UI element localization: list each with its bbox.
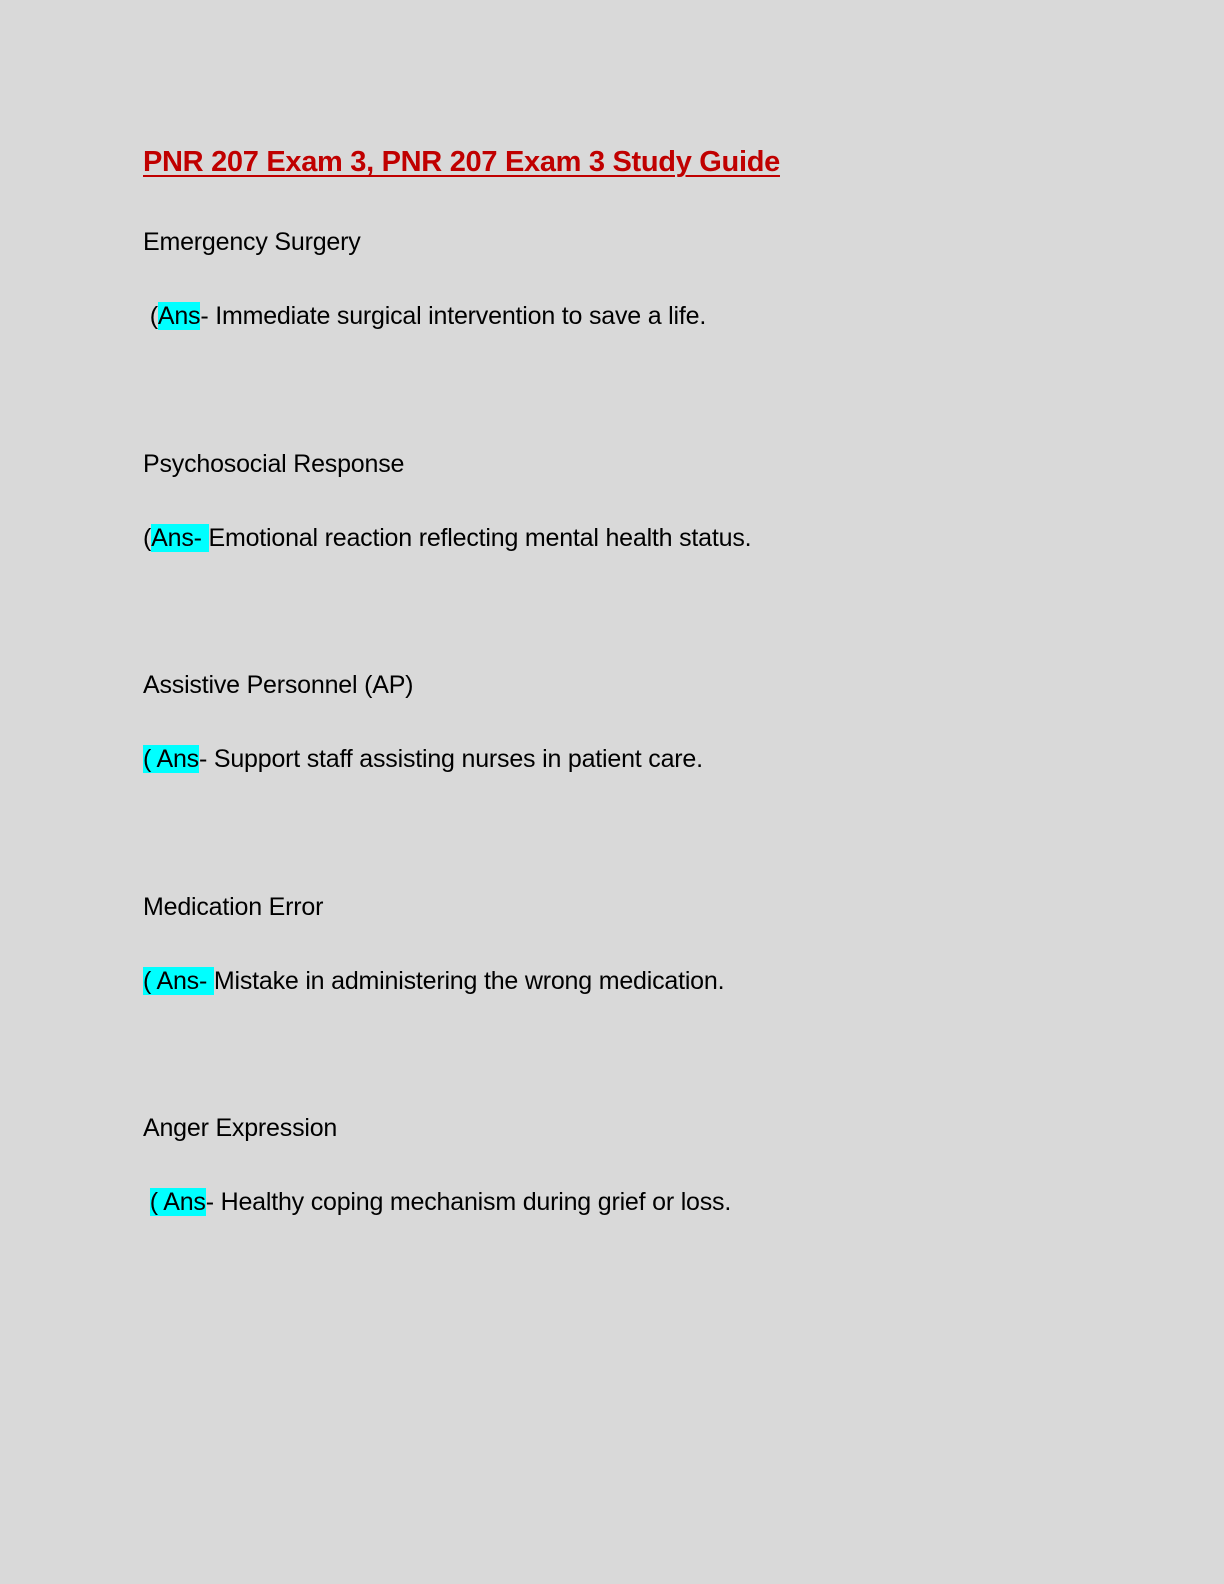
answer bbox=[143, 524, 751, 553]
answer-text: Mistake in administering the wrong medication. bbox=[213, 966, 725, 995]
answer-text: - Healthy coping mechanism during grief or loss. bbox=[205, 1188, 732, 1216]
term: Medication Error bbox=[143, 892, 324, 921]
answer-prefix bbox=[143, 1188, 150, 1216]
answer-label-highlight: ( Ans bbox=[149, 1188, 206, 1216]
answer-label-highlight: Ans bbox=[157, 302, 201, 330]
term: Assistive Personnel (AP) bbox=[143, 671, 414, 699]
answer-label-highlight: ( Ans- bbox=[143, 966, 214, 995]
answer-label-highlight: Ans- bbox=[151, 523, 209, 552]
term: Anger Expression bbox=[143, 1114, 338, 1142]
answer bbox=[143, 302, 706, 331]
answer bbox=[143, 745, 703, 774]
answer bbox=[143, 967, 724, 996]
answer-text: Emotional reaction reflecting mental health status. bbox=[208, 523, 752, 552]
answer-text: - Immediate surgical intervention to save a life. bbox=[200, 302, 707, 330]
term: Emergency Surgery bbox=[143, 228, 361, 256]
answer bbox=[143, 1188, 731, 1217]
answer-label-highlight: ( Ans bbox=[143, 745, 199, 773]
answer-prefix: ( bbox=[143, 302, 158, 330]
answer-prefix: ( bbox=[143, 523, 152, 552]
document-title: PNR 207 Exam 3, PNR 207 Exam 3 Study Guide bbox=[143, 146, 780, 178]
term: Psychosocial Response bbox=[143, 449, 405, 478]
answer-text: - Support staff assisting nurses in patient care. bbox=[198, 745, 703, 773]
